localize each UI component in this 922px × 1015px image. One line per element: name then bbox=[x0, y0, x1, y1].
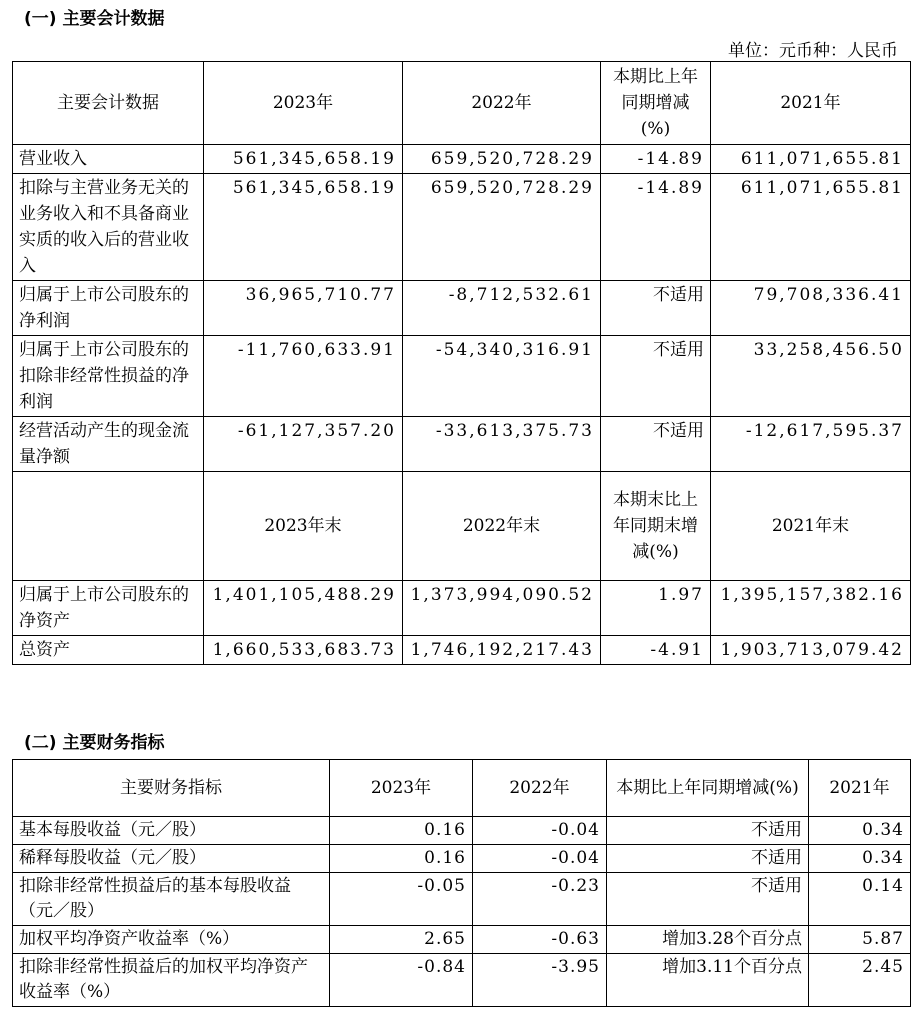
value-cell: 79,708,336.41 bbox=[711, 281, 911, 336]
value-cell: 1.97 bbox=[601, 581, 711, 636]
row-label: 基本每股收益（元／股） bbox=[13, 817, 330, 845]
value-cell: -61,127,357.20 bbox=[204, 417, 403, 472]
value-cell: -3.95 bbox=[473, 954, 607, 1007]
col-header: 主要财务指标 bbox=[13, 760, 330, 817]
row-label: 扣除与主营业务无关的业务收入和不具备商业实质的收入后的营业收入 bbox=[13, 174, 204, 281]
value-cell: 611,071,655.81 bbox=[711, 145, 911, 174]
col-header: 2022年 bbox=[403, 62, 601, 145]
value-cell: -0.84 bbox=[330, 954, 473, 1007]
value-cell: 561,345,658.19 bbox=[204, 174, 403, 281]
table-row bbox=[13, 336, 911, 417]
row-label: 营业收入 bbox=[13, 145, 204, 174]
col-header: 本期末比上年同期末增减(%) bbox=[601, 472, 711, 581]
value-cell: 36,965,710.77 bbox=[204, 281, 403, 336]
row-label: 归属于上市公司股东的扣除非经常性损益的净利润 bbox=[13, 336, 204, 417]
col-header: 主要会计数据 bbox=[13, 62, 204, 145]
col-header: 2021年 bbox=[711, 62, 911, 145]
col-header: 2023年 bbox=[330, 760, 473, 817]
value-cell: 不适用 bbox=[601, 417, 711, 472]
value-cell: -54,340,316.91 bbox=[403, 336, 601, 417]
row-label: 扣除非经常性损益后的基本每股收益（元／股） bbox=[13, 873, 330, 926]
table-row bbox=[13, 174, 911, 281]
row-label: 加权平均净资产收益率（%） bbox=[13, 926, 330, 954]
value-cell: 0.34 bbox=[809, 817, 911, 845]
value-cell: -0.05 bbox=[330, 873, 473, 926]
table-row bbox=[13, 873, 911, 926]
value-cell: 5.87 bbox=[809, 926, 911, 954]
row-label: 稀释每股收益（元／股） bbox=[13, 845, 330, 873]
value-cell: 增加3.11个百分点 bbox=[607, 954, 809, 1007]
value-cell: 1,395,157,382.16 bbox=[711, 581, 911, 636]
table-row bbox=[13, 926, 911, 954]
value-cell: 不适用 bbox=[601, 281, 711, 336]
value-cell: -33,613,375.73 bbox=[403, 417, 601, 472]
row-label: 总资产 bbox=[13, 636, 204, 665]
section-title-accounting: (一) 主要会计数据 bbox=[24, 9, 165, 29]
value-cell: 1,746,192,217.43 bbox=[403, 636, 601, 665]
value-cell: 561,345,658.19 bbox=[204, 145, 403, 174]
table-row bbox=[13, 817, 911, 845]
col-header: 本期比上年同期增减(%) bbox=[601, 62, 711, 145]
row-label: 扣除非经常性损益后的加权平均净资产收益率（%） bbox=[13, 954, 330, 1007]
value-cell: 1,373,994,090.52 bbox=[403, 581, 601, 636]
value-cell: 0.14 bbox=[809, 873, 911, 926]
table-header-row bbox=[13, 760, 911, 817]
value-cell: -8,712,532.61 bbox=[403, 281, 601, 336]
value-cell: 增加3.28个百分点 bbox=[607, 926, 809, 954]
value-cell: 1,660,533,683.73 bbox=[204, 636, 403, 665]
table-row bbox=[13, 417, 911, 472]
value-cell: -14.89 bbox=[601, 174, 711, 281]
row-label: 归属于上市公司股东的净利润 bbox=[13, 281, 204, 336]
table-row bbox=[13, 636, 911, 665]
col-header bbox=[13, 472, 204, 581]
value-cell: 2.45 bbox=[809, 954, 911, 1007]
currency-unit-note: 单位：元币种：人民币 bbox=[728, 41, 898, 61]
value-cell: -4.91 bbox=[601, 636, 711, 665]
col-header: 2023年末 bbox=[204, 472, 403, 581]
accounting-data-table bbox=[12, 61, 911, 665]
value-cell: -11,760,633.91 bbox=[204, 336, 403, 417]
col-header: 2022年末 bbox=[403, 472, 601, 581]
value-cell: 1,401,105,488.29 bbox=[204, 581, 403, 636]
value-cell: 不适用 bbox=[601, 336, 711, 417]
value-cell: -0.23 bbox=[473, 873, 607, 926]
col-header: 2021年 bbox=[809, 760, 911, 817]
table-row bbox=[13, 145, 911, 174]
table-subheader-row bbox=[13, 472, 911, 581]
row-label: 归属于上市公司股东的净资产 bbox=[13, 581, 204, 636]
value-cell: 0.16 bbox=[330, 817, 473, 845]
value-cell: 1,903,713,079.42 bbox=[711, 636, 911, 665]
value-cell: 0.34 bbox=[809, 845, 911, 873]
value-cell: 不适用 bbox=[607, 873, 809, 926]
table-row bbox=[13, 954, 911, 1007]
value-cell: -14.89 bbox=[601, 145, 711, 174]
section-title-financial-indicators: (二) 主要财务指标 bbox=[24, 733, 165, 753]
financial-indicators-table bbox=[12, 759, 911, 1007]
table-header-row bbox=[13, 62, 911, 145]
value-cell: 611,071,655.81 bbox=[711, 174, 911, 281]
col-header: 2022年 bbox=[473, 760, 607, 817]
col-header: 2021年末 bbox=[711, 472, 911, 581]
value-cell: -0.63 bbox=[473, 926, 607, 954]
value-cell: -12,617,595.37 bbox=[711, 417, 911, 472]
value-cell: 不适用 bbox=[607, 817, 809, 845]
value-cell: 659,520,728.29 bbox=[403, 145, 601, 174]
value-cell: 659,520,728.29 bbox=[403, 174, 601, 281]
table-row bbox=[13, 845, 911, 873]
value-cell: -0.04 bbox=[473, 845, 607, 873]
col-header: 2023年 bbox=[204, 62, 403, 145]
value-cell: 2.65 bbox=[330, 926, 473, 954]
col-header: 本期比上年同期增减(%) bbox=[607, 760, 809, 817]
table-row bbox=[13, 581, 911, 636]
value-cell: 不适用 bbox=[607, 845, 809, 873]
value-cell: -0.04 bbox=[473, 817, 607, 845]
table-row bbox=[13, 281, 911, 336]
value-cell: 33,258,456.50 bbox=[711, 336, 911, 417]
row-label: 经营活动产生的现金流量净额 bbox=[13, 417, 204, 472]
value-cell: 0.16 bbox=[330, 845, 473, 873]
